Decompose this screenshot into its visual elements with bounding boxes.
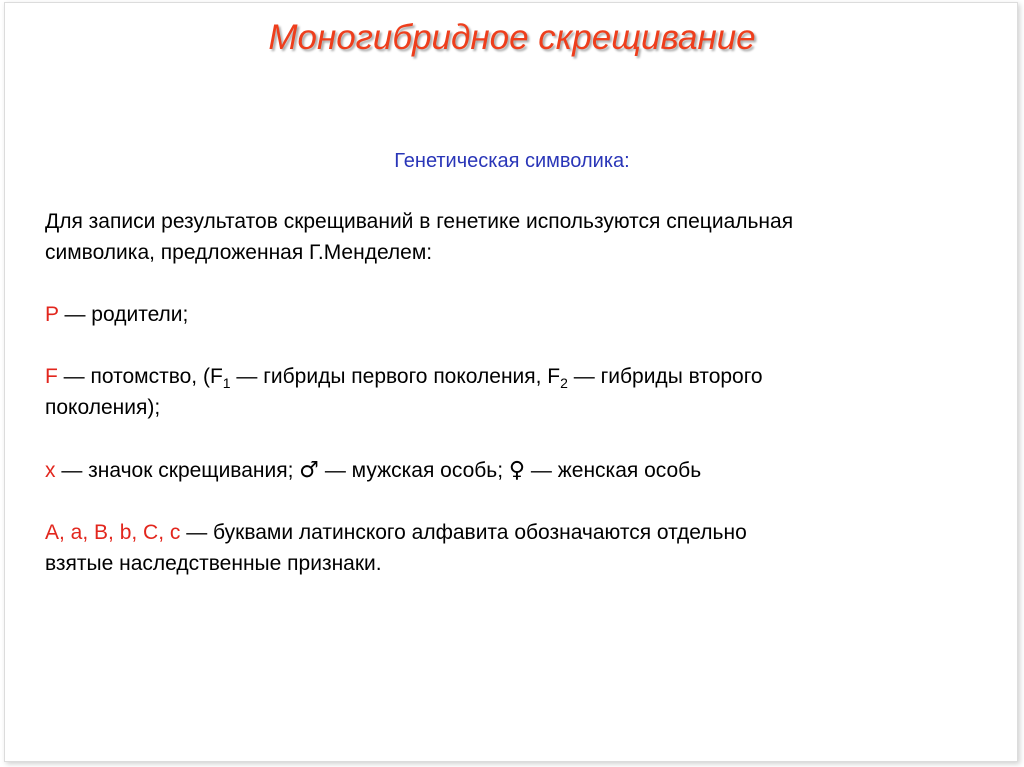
male-icon: ♂ — [299, 458, 320, 483]
parents-symbol: P — [45, 303, 59, 326]
parents-paragraph — [45, 299, 985, 330]
letters-line-2: взятые наследственные признаки. — [45, 552, 382, 575]
offspring-sub-2: 2 — [560, 375, 568, 391]
intro-paragraph — [45, 206, 985, 268]
cross-paragraph — [45, 455, 985, 486]
cross-line — [45, 455, 985, 486]
cross-text-a: — значок скрещивания; — [55, 459, 300, 482]
parents-text: — родители; — [58, 303, 189, 326]
offspring-sub-1: 1 — [222, 375, 231, 391]
letters-paragraph — [45, 517, 985, 579]
letters-line-1 — [45, 517, 985, 548]
offspring-symbol: F — [45, 365, 58, 388]
offspring-text-b: — гибриды первого поколения, F — [230, 365, 561, 388]
offspring-text-c: — гибриды второго — [567, 365, 763, 388]
intro-line-1: Для записи результатов скрещиваний в генетике используются специальная — [45, 210, 794, 233]
cross-text-c: — женская особь — [525, 459, 702, 482]
section-subtitle: Генетическая символика: — [394, 150, 630, 172]
offspring-line-1 — [45, 361, 985, 392]
female-icon: ♀ — [508, 458, 526, 483]
offspring-paragraph — [45, 361, 985, 423]
slide-title: Моногибридное скрещивание — [268, 18, 756, 57]
letters-text: — буквами латинского алфавита обозначаются отдельно — [180, 521, 747, 544]
parents-line — [45, 299, 985, 330]
cross-text-b: — мужская особь; — [319, 459, 509, 482]
offspring-text-a: — потомство, (F — [57, 365, 223, 388]
cross-symbol: x — [45, 459, 56, 482]
offspring-line-2: поколения); — [45, 396, 161, 419]
intro-line-2: символика, предложенная Г.Менделем: — [45, 241, 433, 264]
letters-symbols: A, a, B, b, C, c — [45, 521, 181, 544]
